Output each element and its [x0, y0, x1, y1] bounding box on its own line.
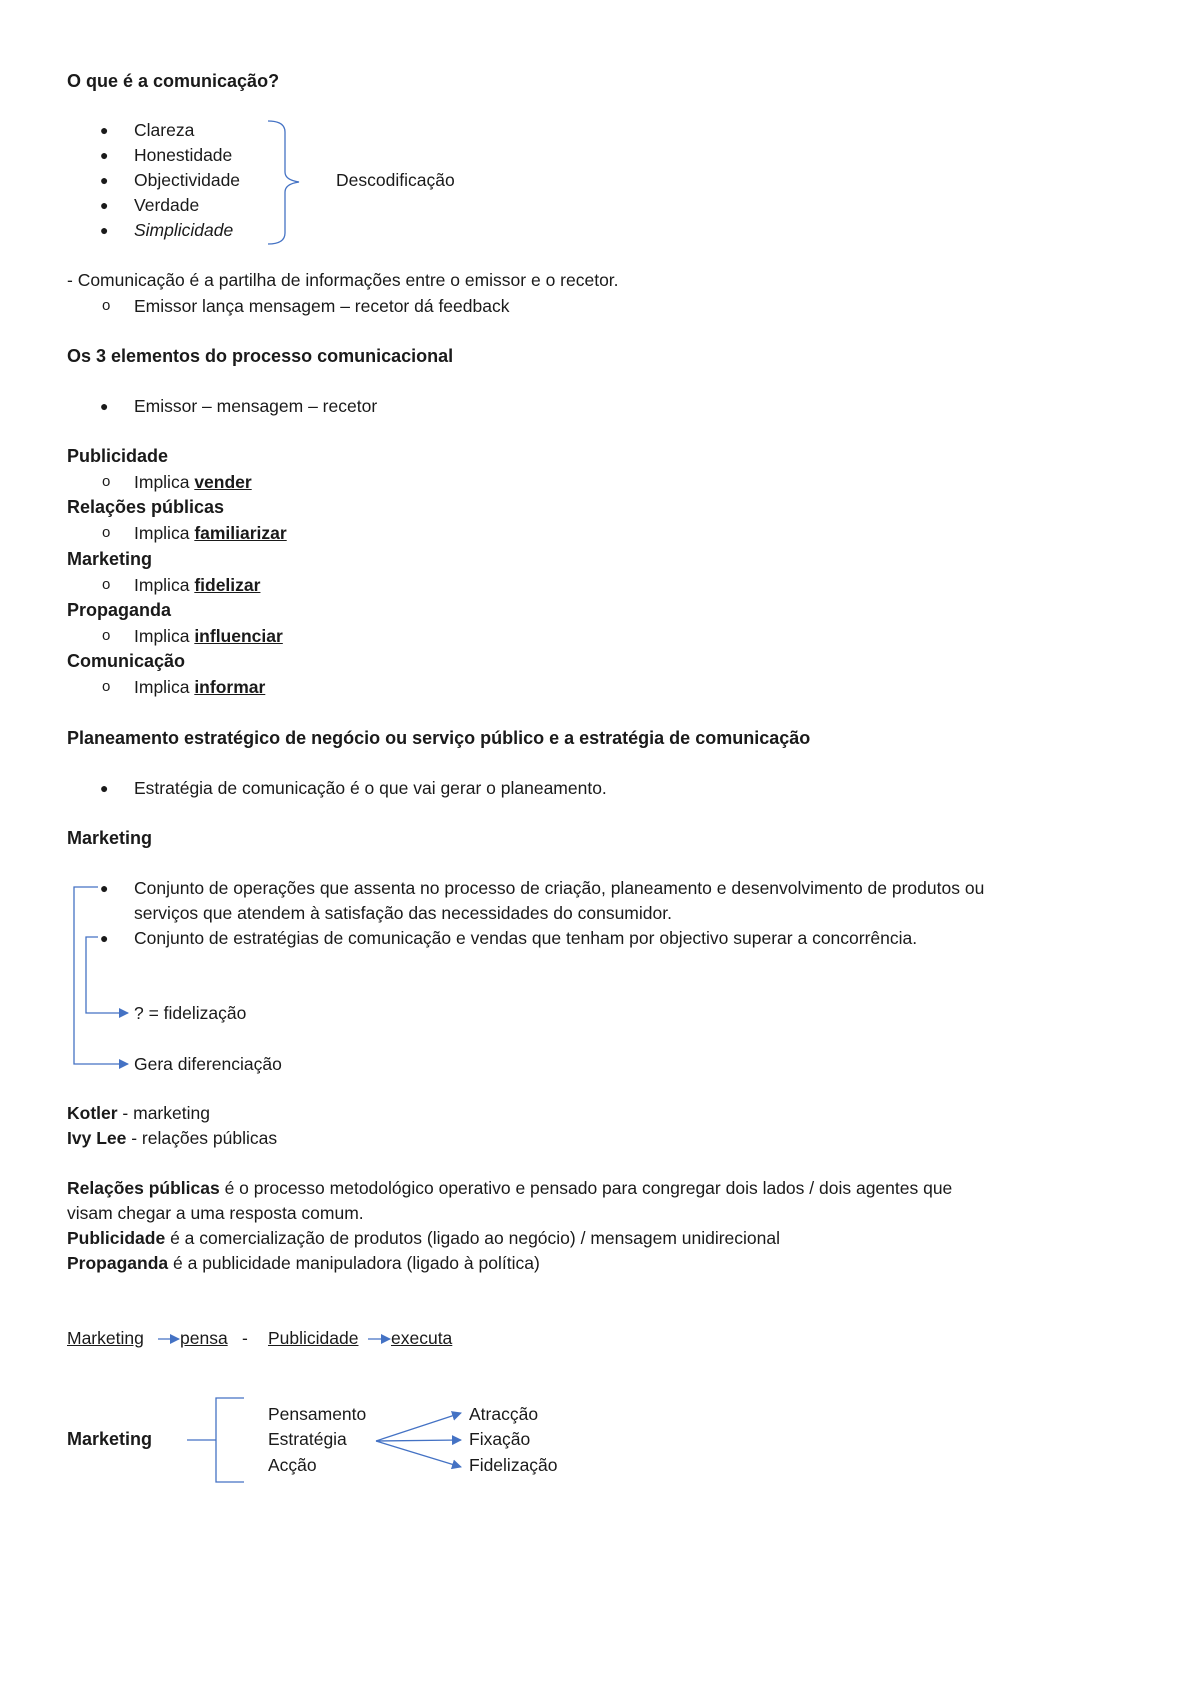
- arrow-attraction: [376, 1413, 461, 1441]
- definition-text: é o processo metodológico operativo e pensado para congregar dois lados / dois agentes que: [219, 1178, 953, 1198]
- field-name: Relações públicas: [67, 497, 225, 517]
- field-verb: vender: [194, 472, 252, 492]
- qualities-brace: [268, 121, 299, 244]
- elements-item: Emissor – mensagem – recetor: [134, 396, 378, 416]
- author-field: - marketing: [117, 1103, 210, 1123]
- definition-text: é a publicidade manipuladora (ligado à política): [168, 1253, 540, 1273]
- implies-word: Implica: [134, 523, 190, 543]
- author-name: Kotler: [67, 1103, 118, 1123]
- flow-line-marketing: Marketing: [67, 1328, 144, 1348]
- bullet-icon: ●: [100, 122, 109, 138]
- diagram-bracket: [216, 1398, 244, 1482]
- quality-item: Clareza: [134, 120, 195, 140]
- marketing-item-continuation: serviços que atendem à satisfação das necessidades do consumidor.: [134, 903, 672, 923]
- marketing-item: Conjunto de operações que assenta no processo de criação, planeamento e desenvolvimento de produtos ou: [134, 878, 985, 898]
- definition-term: Publicidade: [67, 1228, 166, 1248]
- author-name: Ivy Lee: [67, 1128, 127, 1148]
- arrow-fixation: [376, 1440, 461, 1441]
- diagram-target: Fixação: [469, 1429, 531, 1449]
- bullet-icon: ●: [100, 880, 109, 896]
- circle-bullet-icon: o: [102, 627, 111, 644]
- bullet-icon: ●: [100, 147, 109, 163]
- bullet-icon: ●: [100, 222, 109, 238]
- heading-marketing: Marketing: [67, 828, 153, 848]
- implies-word: Implica: [134, 677, 190, 697]
- definition-line: [67, 1177, 952, 1199]
- field-implication: [134, 676, 265, 698]
- quality-item: Verdade: [134, 195, 200, 215]
- circle-bullet-icon: o: [102, 473, 111, 490]
- diagram-target: Atracção: [469, 1404, 539, 1424]
- implies-word: Implica: [134, 626, 190, 646]
- author-field: - relações públicas: [126, 1128, 278, 1148]
- flow-line-separator: -: [242, 1328, 248, 1348]
- diagram-middle-item: Estratégia: [268, 1429, 347, 1449]
- definition-text: é a comercialização de produtos (ligado ao negócio) / mensagem unidirecional: [165, 1228, 781, 1248]
- field-verb: informar: [194, 677, 266, 697]
- differentiation-outcome: Gera diferenciação: [134, 1054, 282, 1074]
- diagram-root: Marketing: [67, 1429, 153, 1449]
- heading-three-elements: Os 3 elementos do processo comunicacional: [67, 346, 454, 366]
- flow-line-pensa: pensa: [180, 1328, 228, 1348]
- field-verb: influenciar: [194, 626, 283, 646]
- definition-line: [67, 1202, 364, 1224]
- marketing-item: Conjunto de estratégias de comunicação e vendas que tenham por objectivo superar a concorrência.: [134, 928, 918, 948]
- flow-line-publicidade: Publicidade: [268, 1328, 359, 1348]
- arrow-differentiation: [74, 887, 128, 1064]
- field-implication: [134, 471, 252, 493]
- field-verb: familiarizar: [194, 523, 287, 543]
- field-name: Propaganda: [67, 600, 172, 620]
- field-implication: [134, 625, 283, 647]
- bullet-icon: ●: [100, 197, 109, 213]
- field-name: Comunicação: [67, 651, 186, 671]
- field-name: Publicidade: [67, 446, 169, 466]
- definition-sub-item: Emissor lança mensagem – recetor dá feedback: [134, 296, 510, 316]
- communication-definition: - Comunicação é a partilha de informações entre o emissor e o recetor.: [67, 270, 619, 290]
- bullet-icon: ●: [100, 930, 109, 946]
- planning-item: Estratégia de comunicação é o que vai gerar o planeamento.: [134, 778, 607, 798]
- field-name: Marketing: [67, 549, 153, 569]
- circle-bullet-icon: o: [102, 678, 111, 695]
- fidelization-outcome: ? = fidelização: [134, 1003, 247, 1023]
- bullet-icon: ●: [100, 398, 109, 414]
- author-line: [67, 1102, 210, 1124]
- author-line: [67, 1127, 277, 1149]
- heading-what-is-communication: O que é a comunicação?: [67, 71, 280, 91]
- circle-bullet-icon: o: [102, 297, 111, 314]
- quality-item: Objectividade: [134, 170, 241, 190]
- definition-term: Relações públicas: [67, 1178, 220, 1198]
- field-implication: [134, 574, 260, 596]
- diagram-middle-item: Pensamento: [268, 1404, 367, 1424]
- arrow-fidelization-diagram: [376, 1441, 461, 1467]
- field-verb: fidelizar: [194, 575, 261, 595]
- definition-line: [67, 1252, 540, 1274]
- circle-bullet-icon: o: [102, 576, 111, 593]
- bullet-icon: ●: [100, 780, 109, 796]
- diagram-middle-item: Acção: [268, 1455, 317, 1475]
- circle-bullet-icon: o: [102, 524, 111, 541]
- quality-item: Simplicidade: [134, 220, 234, 240]
- definition-text: visam chegar a uma resposta comum.: [67, 1203, 364, 1223]
- quality-item: Honestidade: [134, 145, 233, 165]
- decoding-label: Descodificação: [336, 170, 455, 190]
- definition-line: [67, 1227, 780, 1249]
- flow-line-executa: executa: [391, 1328, 453, 1348]
- implies-word: Implica: [134, 472, 190, 492]
- diagram-target: Fidelização: [469, 1455, 558, 1475]
- field-implication: [134, 522, 287, 544]
- heading-strategic-planning: Planeamento estratégico de negócio ou serviço público e a estratégia de comunicação: [67, 728, 811, 748]
- bullet-icon: ●: [100, 172, 109, 188]
- implies-word: Implica: [134, 575, 190, 595]
- definition-term: Propaganda: [67, 1253, 169, 1273]
